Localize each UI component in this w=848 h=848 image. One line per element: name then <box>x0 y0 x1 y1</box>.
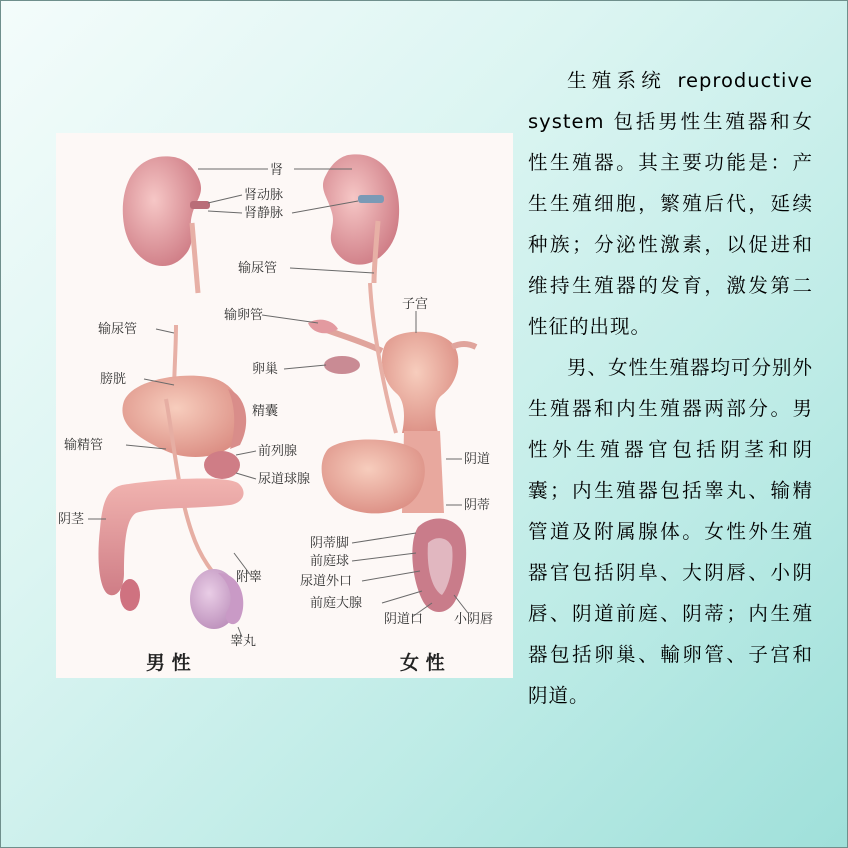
left-renal-vessels <box>190 201 210 209</box>
label-kidney: 肾 <box>270 163 284 178</box>
label-clitoris: 阴蒂 <box>464 498 491 513</box>
fimbria-left <box>308 320 338 334</box>
female-bladder <box>322 439 425 513</box>
label-vestibular-bulb: 前庭球 <box>310 554 350 569</box>
label-prostate: 前列腺 <box>258 444 298 459</box>
caption-male: 男 性 <box>146 652 191 674</box>
label-urethral-orifice: 尿道外口 <box>300 574 353 589</box>
ovary-left <box>324 356 360 374</box>
bladder <box>122 376 241 457</box>
label-bladder: 膀胱 <box>100 372 127 387</box>
left-ureter <box>192 223 198 293</box>
paragraph-classification: 男、女性生殖器均可分别外生殖器和内生殖器两部分。男性外生殖器官包括阴茎和阴囊；内生殖器包括睾丸、输精管道及附属腺体。女性外生殖器官包括阴阜、大阴唇、小阴唇、阴道前庭、阴蒂；内生殖器包括卵巢、輸卵管、子宫和阴道。 <box>528 356 814 707</box>
description-text <box>528 60 813 716</box>
reproductive-system-illustration <box>56 133 513 678</box>
label-vagina: 阴道 <box>464 452 491 467</box>
prostate <box>204 451 240 479</box>
glans <box>120 579 140 611</box>
label-vas-deferens: 输精管 <box>64 438 104 453</box>
left-kidney <box>123 156 201 266</box>
label-penis: 阴茎 <box>58 512 85 527</box>
right-renal-vessels <box>358 195 384 203</box>
label-greater-vestibular-gland: 前庭大腺 <box>310 596 363 611</box>
right-kidney <box>323 154 399 264</box>
oviduct-right <box>452 344 476 347</box>
label-ovary: 卵巢 <box>252 362 279 377</box>
label-oviduct: 输卵管 <box>224 308 264 323</box>
label-ureter-center: 输尿管 <box>238 261 278 276</box>
paragraph-definition: 生殖系统 reproductive system 包括男性生殖器和女性生殖器。其主要功能是：产生生殖细胞，繁殖后代，延续种族；分泌性激素，以促进和维持生殖器的发育，激发第二性征的出现。 <box>528 69 813 338</box>
label-epididymis: 附睾 <box>236 570 263 585</box>
label-ureter-left: 输尿管 <box>98 322 138 337</box>
label-uterus: 子宫 <box>402 297 429 312</box>
label-vaginal-orifice: 阴道口 <box>384 612 424 627</box>
label-testis: 睾丸 <box>230 634 257 649</box>
label-bulbourethral-gland: 尿道球腺 <box>258 472 311 487</box>
caption-female: 女 性 <box>400 652 445 674</box>
label-seminal-vesicle: 精囊 <box>252 404 279 419</box>
label-renal-vein: 肾静脉 <box>244 206 284 221</box>
label-crus-clitoris: 阴蒂脚 <box>310 536 350 551</box>
label-renal-artery: 肾动脉 <box>244 188 284 203</box>
label-labia-minora: 小阴唇 <box>454 612 494 627</box>
